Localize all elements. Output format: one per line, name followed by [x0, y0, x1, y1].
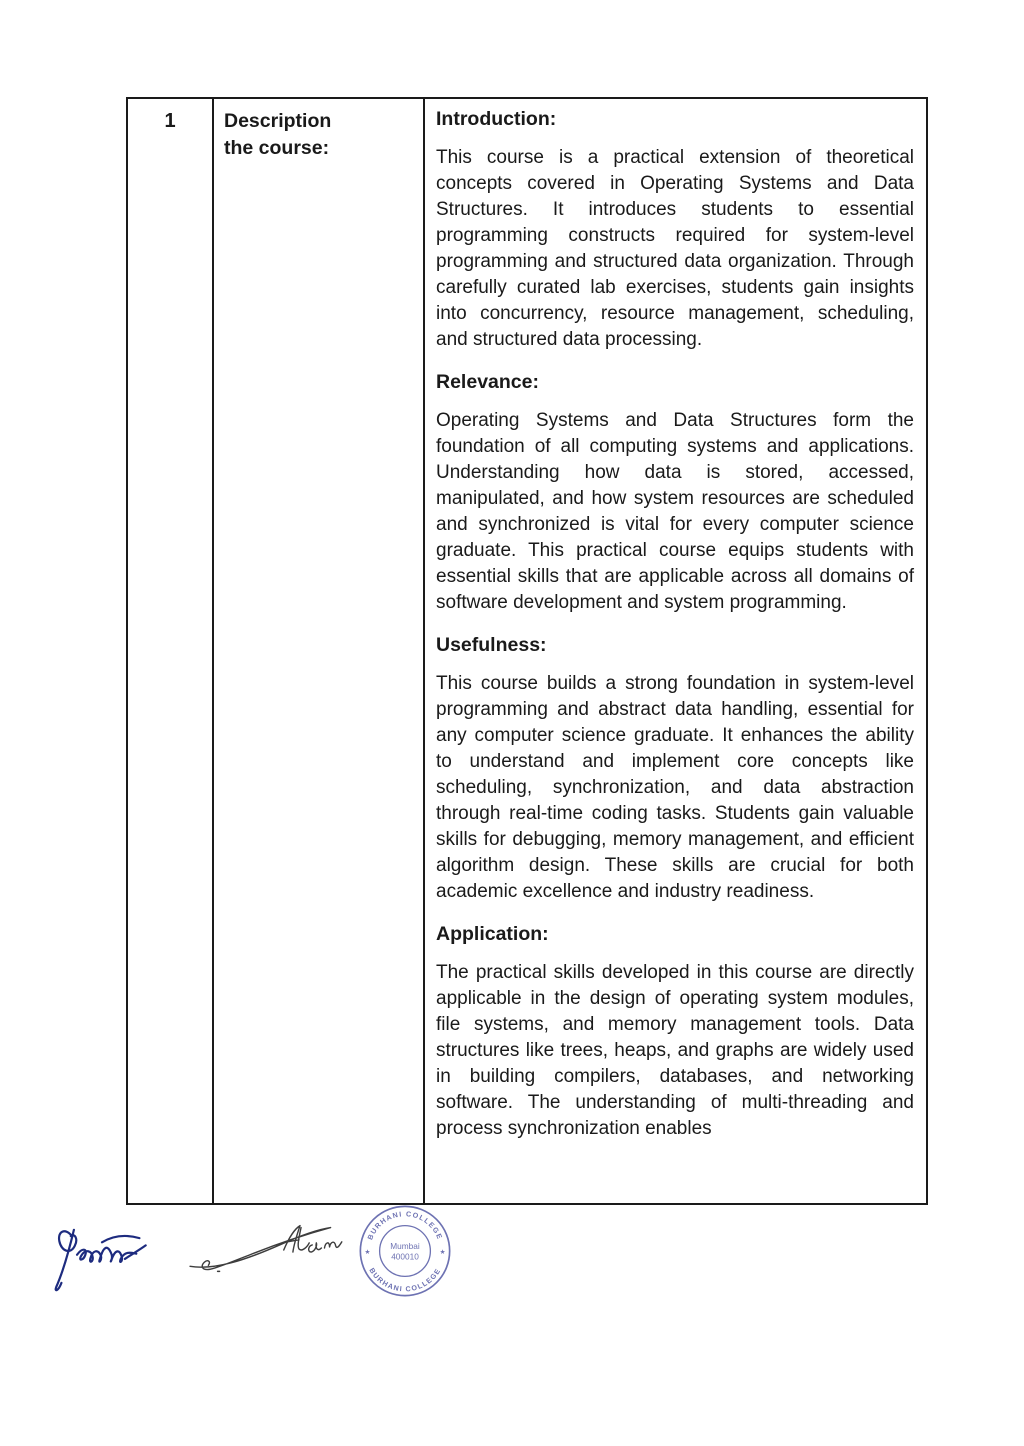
- stamp-pincode: 400010: [391, 1252, 419, 1262]
- course-label-cell: [214, 99, 425, 1203]
- handwritten-signature-right: [186, 1218, 354, 1280]
- star-icon: ★: [364, 1247, 371, 1256]
- section-introduction-body: This course is a practical extension of theoretical concepts covered in Operating Systems and Data Structures. It introduces students to essential programming constructs required for system-level programming and structured data organization. Through carefully curated lab exercises, students gain insights into concurrency, resource management, scheduling, and structured data processing.: [436, 147, 914, 350]
- section-introduction-heading: Introduction:: [436, 108, 557, 130]
- signature-stroke: [190, 1228, 331, 1270]
- section-usefulness-heading: Usefulness:: [436, 634, 547, 656]
- college-stamp: [358, 1204, 452, 1298]
- section-usefulness-body: This course builds a strong foundation in system-level programming and abstract data handling, essential for any computer science graduate. It enhances the ability to understand and implement core concepts like scheduling, synchronization, and data abstraction through real-time coding tasks. Students gain valuable skills for debugging, memory management, and efficient algorithm design. These skills are crucial for both academic excellence and industry readiness.: [436, 673, 914, 902]
- label-line-1: Description: [224, 110, 332, 132]
- signature-stroke: [77, 1248, 136, 1262]
- section-relevance-heading: Relevance:: [436, 371, 539, 393]
- course-description-table: [126, 97, 928, 1205]
- label-line-2: the course:: [224, 137, 330, 159]
- row-number-cell: [128, 99, 214, 1203]
- section-application-body: The practical skills developed in this course are directly applicable in the design of operating system modules, file systems, and memory management tools. Data structures like trees, heaps, and graphs are widely used in building compilers, databases, and networking software. The understanding of multi-threading and process synchronization enables: [436, 962, 914, 1139]
- stamp-ring-text-top: BURHANI COLLEGE: [366, 1210, 444, 1242]
- stamp-city: Mumbai: [390, 1242, 420, 1252]
- course-content-cell: [425, 99, 926, 1203]
- section-introduction: [436, 106, 914, 353]
- section-relevance-body: Operating Systems and Data Structures form the foundation of all computing systems and applications. Understanding how data is stored, accessed, manipulated, and how system resources are scheduled and synchronized is vital for every computer science graduate. This practical course equips students with essential skills that are applicable across all domains of software development and system programming.: [436, 410, 914, 613]
- section-application-heading: Application:: [436, 923, 549, 945]
- star-icon: ★: [439, 1247, 446, 1256]
- stamp-ring-text-bottom: BURHANI COLLEGE: [367, 1266, 443, 1294]
- handwritten-signature-left: [50, 1224, 154, 1298]
- section-usefulness: [436, 632, 914, 905]
- section-application: [436, 921, 914, 1142]
- section-relevance: [436, 369, 914, 616]
- signature-stroke: [56, 1230, 77, 1290]
- row-number: 1: [164, 110, 176, 132]
